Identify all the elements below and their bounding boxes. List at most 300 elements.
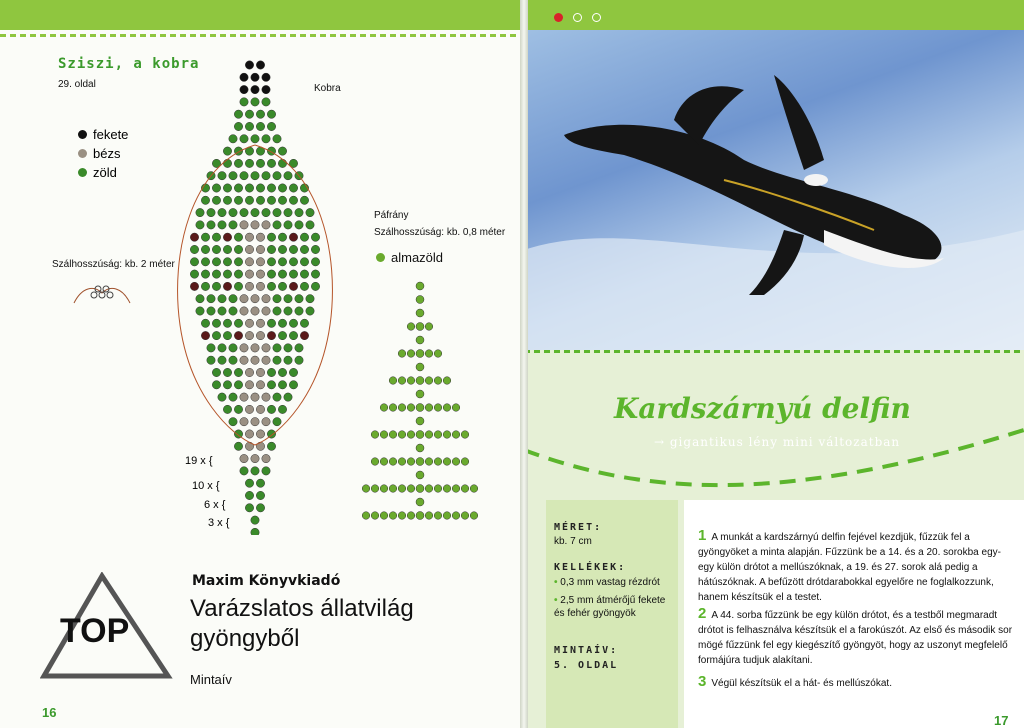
bead xyxy=(398,512,406,520)
legend-label: bézs xyxy=(93,146,121,161)
bead xyxy=(295,221,303,229)
bead xyxy=(251,344,259,352)
bead xyxy=(284,208,292,216)
bead xyxy=(245,258,253,266)
bead xyxy=(262,356,270,364)
bead xyxy=(278,319,286,327)
bead xyxy=(407,431,415,439)
bead xyxy=(251,221,259,229)
materials-item: • 0,3 mm vastag rézdrót xyxy=(554,577,660,588)
bead xyxy=(262,307,270,315)
bead xyxy=(295,356,303,364)
bead xyxy=(273,172,281,180)
bead xyxy=(398,377,406,385)
bead xyxy=(371,431,379,439)
bead xyxy=(267,331,275,339)
bead xyxy=(407,485,415,493)
bead xyxy=(289,233,297,241)
bead xyxy=(289,319,297,327)
bead xyxy=(218,344,226,352)
bead xyxy=(371,458,379,466)
bead xyxy=(311,233,319,241)
bead xyxy=(389,431,397,439)
bead xyxy=(443,458,451,466)
bead xyxy=(201,245,209,253)
bead xyxy=(223,319,231,327)
orca-figure xyxy=(524,30,1024,350)
bead xyxy=(289,245,297,253)
bead xyxy=(190,282,198,290)
bead xyxy=(240,98,248,106)
bead xyxy=(234,282,242,290)
bead xyxy=(452,404,460,412)
bead xyxy=(452,485,460,493)
bead xyxy=(262,344,270,352)
bead xyxy=(267,405,275,413)
bead xyxy=(434,512,442,520)
bead xyxy=(267,319,275,327)
bead xyxy=(416,471,424,479)
bead xyxy=(256,258,264,266)
bead xyxy=(229,344,237,352)
wire-knot-icon xyxy=(72,277,132,307)
bead xyxy=(398,458,406,466)
bead xyxy=(443,512,451,520)
bead xyxy=(234,233,242,241)
bead xyxy=(262,73,270,81)
bead xyxy=(256,479,264,487)
bead xyxy=(245,159,253,167)
bead xyxy=(207,295,215,303)
bead xyxy=(240,454,248,462)
instruction-step: 1 A munkát a kardszárnyú delfin fejével kezdjük, fűzzük fel a gyöngyöket a minta alapján. Fűzzünk be a 14. és a 20. sorokba egy-egy külön drótot a mellúszóknak, a 19. és 27. sorok alá pedig a hátúszóknak. A befűzött drótdarabokkal egyelőre ne foglalkozzunk, hanem készítsük el a testet. xyxy=(698,527,1001,603)
bead xyxy=(251,454,259,462)
bead xyxy=(425,404,433,412)
right-page xyxy=(524,0,1024,728)
bead xyxy=(416,363,424,371)
bead xyxy=(256,61,264,69)
bead xyxy=(284,221,292,229)
bead xyxy=(434,458,442,466)
bead xyxy=(190,258,198,266)
left-top-band xyxy=(0,0,524,30)
bead xyxy=(300,196,308,204)
bead xyxy=(256,196,264,204)
bead xyxy=(212,258,220,266)
bead xyxy=(262,295,270,303)
book-subtitle: Mintaív xyxy=(190,672,232,687)
bead xyxy=(229,393,237,401)
bead xyxy=(306,208,314,216)
fern-thread-length: Szálhosszúság: kb. 0,8 méter xyxy=(374,227,506,238)
bead xyxy=(389,404,397,412)
fern-color-legend xyxy=(376,250,443,265)
bead xyxy=(267,196,275,204)
fern-bead-diagram xyxy=(355,278,485,543)
fern-title: Páfrány xyxy=(374,210,409,221)
bead xyxy=(380,431,388,439)
bead xyxy=(245,504,253,512)
bead xyxy=(245,110,253,118)
bead xyxy=(416,336,424,344)
nav-dot-active xyxy=(554,13,563,22)
bead xyxy=(212,184,220,192)
bead xyxy=(284,295,292,303)
bead xyxy=(212,245,220,253)
bead xyxy=(251,307,259,315)
bead xyxy=(452,458,460,466)
bead xyxy=(201,319,209,327)
bead xyxy=(256,405,264,413)
bead xyxy=(443,377,451,385)
bead xyxy=(262,208,270,216)
bead xyxy=(256,491,264,499)
bead xyxy=(273,135,281,143)
bead xyxy=(278,331,286,339)
bead xyxy=(278,381,286,389)
bead xyxy=(262,454,270,462)
bead xyxy=(240,418,248,426)
legend-label: zöld xyxy=(93,165,117,180)
left-dash-line xyxy=(0,34,524,37)
bead xyxy=(371,485,379,493)
bead xyxy=(218,295,226,303)
bead xyxy=(245,245,253,253)
bead xyxy=(251,356,259,364)
bead xyxy=(223,381,231,389)
bead xyxy=(196,307,204,315)
bead xyxy=(251,85,259,93)
page-number-right: 17 xyxy=(994,713,1009,728)
bead xyxy=(278,147,286,155)
bead xyxy=(229,356,237,364)
bead xyxy=(284,393,292,401)
bead xyxy=(416,512,424,520)
bead xyxy=(434,377,442,385)
bead xyxy=(262,393,270,401)
bead xyxy=(190,270,198,278)
bead xyxy=(267,368,275,376)
legend-label: fekete xyxy=(93,127,129,142)
bead xyxy=(452,431,460,439)
bead xyxy=(229,172,237,180)
bead xyxy=(245,442,253,450)
instruction-step: 2 A 44. sorba fűzzünk be egy külön drótot, és a testből megmaradt drótot is felhasználva készítsük el a farokúszót. Az első és második sor mögé fűzzünk fel egy kiegészítő gyöngyöt, hogy az uszonyt megfelelő formájúra tudjuk alakítani. xyxy=(698,605,1013,666)
bead xyxy=(218,172,226,180)
page-number-left: 16 xyxy=(42,705,57,720)
bead xyxy=(407,350,415,358)
bead xyxy=(240,356,248,364)
bead xyxy=(416,296,424,304)
bead xyxy=(278,270,286,278)
bead xyxy=(201,270,209,278)
bead xyxy=(245,381,253,389)
bead xyxy=(256,430,264,438)
bead xyxy=(407,512,415,520)
bead xyxy=(256,122,264,130)
bead xyxy=(273,356,281,364)
bead xyxy=(362,512,370,520)
bead xyxy=(425,323,433,331)
bead xyxy=(306,307,314,315)
subheadline: → gigantikus lény mini változatban xyxy=(654,435,901,449)
bead xyxy=(251,467,259,475)
bead xyxy=(223,258,231,266)
bead xyxy=(278,245,286,253)
bead xyxy=(278,196,286,204)
bead xyxy=(262,418,270,426)
bead xyxy=(234,184,242,192)
bead xyxy=(240,221,248,229)
bead xyxy=(267,122,275,130)
headline: Kardszárnyú delfin xyxy=(614,392,911,425)
bead xyxy=(416,323,424,331)
bead xyxy=(425,485,433,493)
bead xyxy=(267,270,275,278)
bead xyxy=(234,110,242,118)
bead xyxy=(212,331,220,339)
bead xyxy=(256,381,264,389)
bead xyxy=(300,233,308,241)
bead xyxy=(234,331,242,339)
bead xyxy=(212,233,220,241)
bead xyxy=(416,309,424,317)
bead xyxy=(223,196,231,204)
bead xyxy=(295,208,303,216)
bead xyxy=(223,405,231,413)
bead xyxy=(190,245,198,253)
bead xyxy=(207,356,215,364)
bead xyxy=(267,430,275,438)
bead xyxy=(201,233,209,241)
pattern-value: 5. OLDAL xyxy=(554,660,619,671)
bead xyxy=(256,504,264,512)
bead xyxy=(212,196,220,204)
legend-item-green xyxy=(78,165,117,180)
bead xyxy=(362,485,370,493)
bead xyxy=(284,172,292,180)
bead xyxy=(267,258,275,266)
instruction-step: 3 Végül készítsük el a hát- és mellúszókat. xyxy=(698,673,892,690)
bead xyxy=(196,295,204,303)
bead xyxy=(234,270,242,278)
bead xyxy=(407,323,415,331)
size-value: kb. 7 cm xyxy=(554,536,592,547)
bead xyxy=(295,295,303,303)
legend-item-black xyxy=(78,127,128,142)
bead xyxy=(300,245,308,253)
bead-swatch xyxy=(78,149,87,158)
repeat-marker: 19 x { xyxy=(185,455,213,467)
bead xyxy=(256,184,264,192)
bead xyxy=(207,221,215,229)
book-spine xyxy=(520,0,528,728)
bead xyxy=(229,295,237,303)
bead xyxy=(245,479,253,487)
bead xyxy=(470,485,478,493)
bead xyxy=(452,512,460,520)
bead xyxy=(311,245,319,253)
bead xyxy=(300,270,308,278)
bead xyxy=(218,356,226,364)
bead xyxy=(256,368,264,376)
bead xyxy=(240,172,248,180)
bead xyxy=(289,196,297,204)
bead xyxy=(212,381,220,389)
bead xyxy=(234,442,242,450)
bead xyxy=(278,405,286,413)
bead xyxy=(273,307,281,315)
bead xyxy=(251,172,259,180)
bead xyxy=(245,122,253,130)
bead xyxy=(223,331,231,339)
bead xyxy=(398,404,406,412)
bead xyxy=(443,485,451,493)
bead xyxy=(407,377,415,385)
bead xyxy=(416,390,424,398)
bead xyxy=(311,270,319,278)
bead xyxy=(425,458,433,466)
bead xyxy=(223,270,231,278)
pattern-label: MINTAÍV: xyxy=(554,645,619,656)
bead xyxy=(256,233,264,241)
bead xyxy=(267,159,275,167)
bead xyxy=(289,184,297,192)
bead xyxy=(306,221,314,229)
bead xyxy=(262,98,270,106)
bead xyxy=(380,512,388,520)
bead xyxy=(196,221,204,229)
bead xyxy=(240,85,248,93)
bead xyxy=(223,184,231,192)
bead xyxy=(443,404,451,412)
bead xyxy=(223,245,231,253)
bead xyxy=(289,258,297,266)
bead xyxy=(398,431,406,439)
bead xyxy=(251,208,259,216)
bead xyxy=(461,512,469,520)
bead xyxy=(284,344,292,352)
bead xyxy=(461,485,469,493)
repeat-marker: 6 x { xyxy=(204,499,226,511)
fern-color-label: almazöld xyxy=(391,250,444,265)
bead xyxy=(425,431,433,439)
cobra-label: Kobra xyxy=(314,83,341,94)
bead xyxy=(201,331,209,339)
cobra-thread-length: Szálhosszúság: kb. 2 méter xyxy=(52,259,175,270)
size-label: MÉRET: xyxy=(554,522,603,533)
bead xyxy=(223,368,231,376)
bead xyxy=(461,431,469,439)
bead xyxy=(212,319,220,327)
bead xyxy=(267,381,275,389)
legend-item-beige xyxy=(78,146,120,161)
materials-item: • 2,5 mm átmérőjű fekete és fehér gyöngyök xyxy=(554,595,666,619)
bead xyxy=(245,184,253,192)
bead xyxy=(289,368,297,376)
nav-dot xyxy=(592,13,601,22)
bead xyxy=(245,430,253,438)
bead xyxy=(425,512,433,520)
bead xyxy=(371,512,379,520)
bead xyxy=(416,282,424,290)
bead xyxy=(223,233,231,241)
bead xyxy=(218,393,226,401)
bead xyxy=(234,245,242,253)
bead xyxy=(207,344,215,352)
bead xyxy=(311,282,319,290)
bead xyxy=(425,350,433,358)
bead xyxy=(251,393,259,401)
bead xyxy=(245,282,253,290)
bead xyxy=(245,61,253,69)
bead xyxy=(278,258,286,266)
bead xyxy=(267,110,275,118)
bead xyxy=(273,221,281,229)
page-reference: 29. oldal xyxy=(58,79,96,90)
bead xyxy=(434,485,442,493)
book-title: Varázslatos állatvilág gyöngyből xyxy=(190,595,414,652)
orca-photo xyxy=(524,30,1024,350)
bead xyxy=(245,233,253,241)
bead xyxy=(267,282,275,290)
bead-swatch xyxy=(78,130,87,139)
bead xyxy=(251,98,259,106)
bead xyxy=(267,233,275,241)
nav-dot xyxy=(573,13,582,22)
bead xyxy=(234,430,242,438)
info-column xyxy=(546,500,678,728)
bead xyxy=(218,307,226,315)
publisher-name: Maxim Könyvkiadó xyxy=(192,573,341,589)
right-dash-line xyxy=(524,350,1024,353)
bead xyxy=(229,135,237,143)
bead xyxy=(251,73,259,81)
bead xyxy=(240,344,248,352)
bead xyxy=(300,258,308,266)
bead xyxy=(267,442,275,450)
bead xyxy=(212,368,220,376)
bead xyxy=(284,356,292,364)
bead xyxy=(256,270,264,278)
bead xyxy=(212,282,220,290)
bead xyxy=(240,208,248,216)
bead xyxy=(311,258,319,266)
bead xyxy=(416,377,424,385)
bead xyxy=(262,135,270,143)
bead xyxy=(234,122,242,130)
bead xyxy=(256,282,264,290)
bead xyxy=(256,110,264,118)
materials-label: KELLÉKEK: xyxy=(554,562,627,573)
bead xyxy=(262,221,270,229)
bead xyxy=(251,516,259,524)
bead xyxy=(256,159,264,167)
bead xyxy=(407,404,415,412)
bead xyxy=(234,319,242,327)
bead xyxy=(262,85,270,93)
bead xyxy=(380,485,388,493)
bead xyxy=(245,196,253,204)
bead xyxy=(256,442,264,450)
bead xyxy=(251,418,259,426)
bead xyxy=(289,381,297,389)
bead xyxy=(461,458,469,466)
bead xyxy=(416,417,424,425)
bead xyxy=(190,233,198,241)
bead xyxy=(256,319,264,327)
bead xyxy=(234,196,242,204)
